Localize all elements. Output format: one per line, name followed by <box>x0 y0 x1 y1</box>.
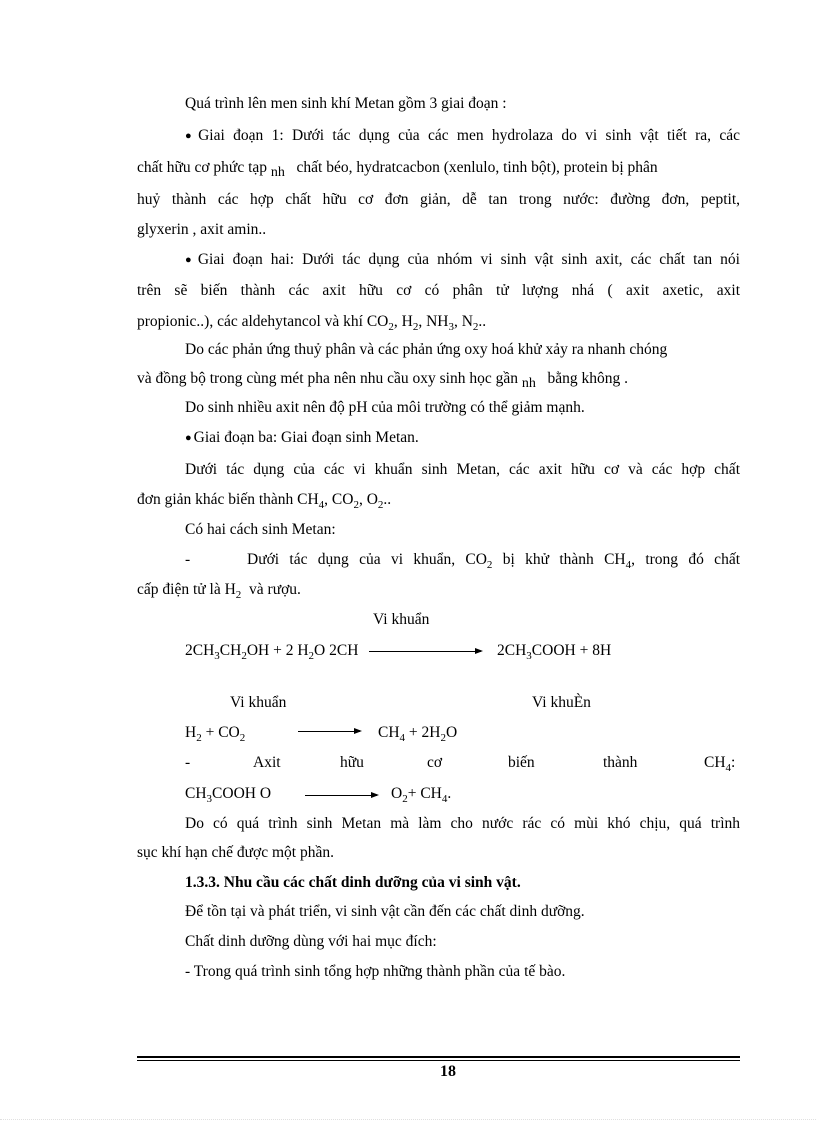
reaction-products: $CH_4 + 2H_2O$ <box>378 724 458 744</box>
paragraph-line: Do các phản ứng thuỷ phân và các phản ứng oxy hoá khử xảy ra nhanh chóng <box>185 341 668 358</box>
reaction-arrow <box>305 795 377 796</box>
section-heading: 1.3.3. Nhu cầu các chất dinh dưỡng của vi sinh vật. <box>185 874 521 891</box>
word: thành <box>603 754 638 771</box>
paragraph-line: Dưới tác dụng của các vi khuẩn sinh Metan, các axit hữu cơ và các hợp chất <box>185 461 740 478</box>
reaction-arrow <box>369 651 481 652</box>
reaction-arrow <box>298 731 360 732</box>
paragraph-line: Quá trình lên men sinh khí Metan gồm 3 giai đoạn : <box>185 95 507 112</box>
word: hữu <box>340 754 364 771</box>
word: $CH_4$: <box>704 754 736 774</box>
paragraph-line: huỷ thành các hợp chất hữu cơ đơn giản, dễ tan trong nước: đường đơn, peptit, <box>137 191 740 208</box>
list-dash: - <box>185 551 191 568</box>
word: biến <box>508 754 535 771</box>
footer-rule <box>137 1056 740 1058</box>
word: cơ <box>427 754 443 771</box>
paragraph-line: đơn giản khác biến thành $CH_4$, $CO_2$, $O_2$.. <box>137 491 392 511</box>
reaction-label: Vi khuẩn <box>230 694 287 711</box>
paragraph-line: cấp điện tử là $H_2$ và rượu. <box>137 581 301 601</box>
paragraph-line: Do có quá trình sinh Metan mà làm cho nước rác có mùi khó chịu, quá trình <box>185 815 740 832</box>
paragraph-line: chất hữu cơ phức tạp nh chất béo, hydratcacbon (xenlulo, tinh bột), protein bị phân <box>137 159 658 180</box>
paragraph-line: sục khí hạn chế được một phần. <box>137 844 334 861</box>
paragraph-line: glyxerin , axit amin.. <box>137 221 267 238</box>
page-number: 18 <box>440 1063 456 1080</box>
reaction-reactants: $CH_3COOH$ O <box>185 785 272 805</box>
paragraph-line: Để tồn tại và phát triển, vi sinh vật cần đến các chất dinh dưỡng. <box>185 903 585 920</box>
paragraph-line: Có hai cách sinh Metan: <box>185 521 336 538</box>
page-edge <box>0 1119 816 1120</box>
word: Axit <box>253 754 281 771</box>
reaction-products: $2CH_3COOH + 8H$ <box>497 642 612 662</box>
footer-rule <box>137 1060 740 1061</box>
paragraph-line: - Trong quá trình sinh tổng hợp những thành phần của tế bào. <box>185 963 566 980</box>
paragraph-line: trên sẽ biến thành các axit hữu cơ có phân tử lượng nhá ( axit axetic, axit <box>137 282 740 299</box>
reaction-reactants: $2CH_3CH_2OH + 2$ $H_2O$ 2CH <box>185 642 359 662</box>
bullet-icon: ● <box>185 254 196 266</box>
reaction-label: Vi khuẩn <box>373 611 430 628</box>
paragraph-line: và đồng bộ trong cùng mét pha nên nhu cầu oxy sinh học gần nh bằng không . <box>137 370 628 391</box>
paragraph-line: propionic..), các aldehytancol và khí $CO_2$, $H_2$, $NH_3$, $N_2$.. <box>137 313 487 333</box>
paragraph-line: ● Giai đoạn hai: Dưới tác dụng của nhóm vi sinh vật sinh axit, các chất tan nói <box>185 251 740 268</box>
bullet-icon: ● <box>185 432 192 444</box>
list-dash: - <box>185 754 191 771</box>
bullet-icon: ● <box>185 130 197 142</box>
paragraph-line: Do sinh nhiều axit nên độ pH của môi trường có thể giảm mạnh. <box>185 399 585 416</box>
reaction-label: Vi khuÈn <box>532 694 591 711</box>
document-page: Quá trình lên men sinh khí Metan gồm 3 giai đoạn : ● Giai đoạn 1: Dưới tác dụng của các men hydrolaza do vi sinh vật tiết ra, các chất hữu cơ phức tạp nh chất béo, hydratcacbon (xenlulo, tinh bột), protein bị phân huỷ thành các hợp chất hữu cơ đơn giản, dễ tan trong nước: đường đơn, peptit, glyxerin , axit amin.. ● Giai đoạn hai: Dưới tác dụng của nhóm vi sinh vật sinh axit, các chất tan nói trên sẽ biến thành các axit hữu cơ có phân tử lượng nhá ( axit axetic, axit propionic..), các aldehytancol và khí $CO_2$, $H_2$, $NH_3$, $N_2$.. Do các phản ứng thuỷ phân và các phản ứng oxy hoá khử xảy ra nhanh chóng và đồng bộ trong cùng mét pha nên nhu cầu oxy sinh học gần nh bằng không . Do sinh nhiều axit nên độ pH của môi trường có thể giảm mạnh. ● Giai đoạn ba: Giai đoạn sinh Metan. Dưới tác dụng của các vi khuẩn sinh Metan, các axit hữu cơ và các hợp chất đơn giản khác biến thành $CH_4$, $CO_2$, $O_2$.. Có hai cách sinh Metan: - Dưới tác dụng của vi khuẩn, $CO_2$ bị khử thành $CH_4$, trong đó chất cấp điện tử là $H_2$ và rượu. Vi khuẩn $2CH_3CH_2OH + 2$ $H_2O$ 2CH $2CH_3COOH + 8H$ Vi khuẩn Vi khuÈn $H_2 + CO_2$ $CH_4 + 2H_2O$ - Axit hữu cơ biến thành $CH_4$: $CH_3COOH$ O $O_2+ CH_4$. Do có quá trình sinh Metan mà làm cho nước rác có mùi khó chịu, quá trình sục khí hạn chế được một phần. 1.3.3. Nhu cầu các chất dinh dưỡng của vi sinh vật. Để tồn tại và phát triển, vi sinh vật cần đến các chất dinh dưỡng. Chất dinh dưỡng dùng với hai mục đích: - Trong quá trình sinh tổng hợp những thành phần của tế bào. 18 <box>0 0 816 1123</box>
paragraph-line: ● Giai đoạn ba: Giai đoạn sinh Metan. <box>185 429 419 446</box>
reaction-products: $O_2+ CH_4$. <box>391 785 452 805</box>
reaction-reactants: $H_2 + CO_2$ <box>185 724 246 744</box>
paragraph-line: ● Giai đoạn 1: Dưới tác dụng của các men hydrolaza do vi sinh vật tiết ra, các <box>185 127 740 144</box>
paragraph-line: Chất dinh dưỡng dùng với hai mục đích: <box>185 933 437 950</box>
